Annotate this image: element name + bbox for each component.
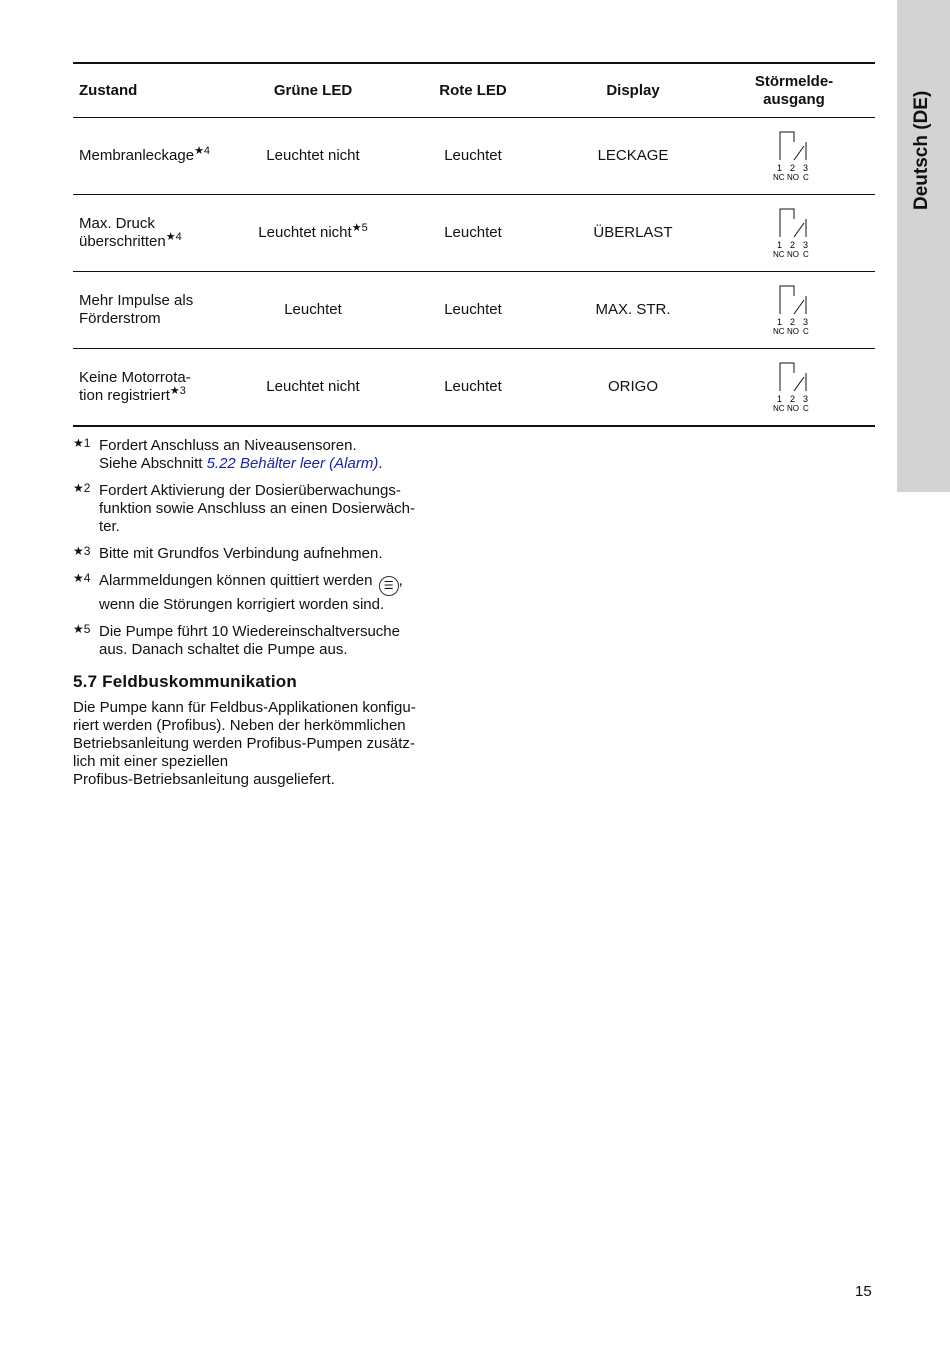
cell-display — [553, 349, 713, 427]
table-row — [73, 118, 875, 195]
footnote-marker: ★3 — [73, 544, 91, 558]
display-text: LECKAGE — [597, 147, 669, 164]
header-stoermelde-line2: ausgang — [763, 90, 825, 108]
cell-gruene-led — [233, 195, 393, 272]
relay-no-label: NO — [787, 173, 799, 182]
cell-rote-led — [393, 272, 553, 349]
footnote-4 — [73, 572, 463, 614]
status-table — [73, 62, 875, 427]
footnote-text: Fordert Aktivierung der Dosierüberwachungs- — [99, 482, 401, 499]
zustand-text: Membranleckage — [79, 147, 195, 164]
rote-led-text: Leuchtet — [444, 147, 502, 164]
section-line: Profibus-Betriebsanleitung ausgeliefert. — [73, 771, 335, 788]
cell-zustand — [73, 272, 233, 349]
relay-nc-label: NC — [773, 173, 785, 182]
relay-terminal-2: 2 — [790, 317, 796, 327]
footnote-text: wenn die Störungen korrigiert worden sind. — [99, 596, 385, 613]
footnote-3 — [73, 545, 463, 563]
footnote-1 — [73, 437, 463, 473]
relay-c-label: C — [803, 173, 809, 182]
cell-stoermeldeausgang — [713, 272, 875, 349]
footnote-ref: ★4 — [194, 145, 211, 157]
footnote-text: Fordert Anschluss an Niveausensoren. — [99, 437, 357, 454]
relay-terminal-2: 2 — [790, 240, 796, 250]
cell-display — [553, 118, 713, 195]
zustand-text-line2: tion registriert — [79, 387, 170, 404]
footnote-marker: ★1 — [73, 436, 91, 450]
table-row — [73, 195, 875, 272]
footnote-text: . — [378, 455, 383, 472]
cell-gruene-led — [233, 272, 393, 349]
relay-nc-label: NC — [773, 327, 785, 336]
footnote-text: ter. — [99, 518, 120, 535]
relay-terminal-2: 2 — [790, 163, 796, 173]
cell-zustand — [73, 349, 233, 427]
footnote-ref: ★4 — [165, 231, 182, 243]
footnote-2 — [73, 482, 463, 536]
cell-stoermeldeausgang — [713, 349, 875, 427]
footnote-marker: ★2 — [73, 481, 91, 495]
header-gruene-led: Grüne LED — [233, 63, 393, 118]
cell-display — [553, 272, 713, 349]
relay-contact-icon — [772, 130, 816, 182]
footnote-ref: ★5 — [351, 222, 368, 234]
header-zustand: Zustand — [73, 63, 233, 118]
footnote-text: Die Pumpe führt 10 Wiedereinschaltversuche — [99, 623, 400, 640]
cell-rote-led — [393, 195, 553, 272]
relay-contact-icon — [772, 284, 816, 336]
cell-stoermeldeausgang — [713, 118, 875, 195]
header-rote-led: Rote LED — [393, 63, 553, 118]
rote-led-text: Leuchtet — [444, 378, 502, 395]
cell-rote-led — [393, 118, 553, 195]
cell-display — [553, 195, 713, 272]
language-tab — [897, 0, 950, 492]
section-line: lich mit einer speziellen — [73, 753, 229, 770]
relay-contact-icon — [772, 361, 816, 413]
table-header-row — [73, 63, 875, 118]
table-row — [73, 272, 875, 349]
section-body — [73, 699, 463, 789]
relay-c-label: C — [803, 327, 809, 336]
relay-terminal-3: 3 — [803, 317, 809, 327]
footnote-text: , — [398, 572, 403, 589]
section-heading: 5.7 Feldbuskommunikation — [73, 672, 297, 691]
relay-terminal-3: 3 — [803, 240, 809, 250]
relay-terminal-3: 3 — [803, 163, 809, 173]
cell-stoermeldeausgang — [713, 195, 875, 272]
gruene-led-text: Leuchtet nicht — [258, 224, 352, 241]
footnote-text: aus. Danach schaltet die Pumpe aus. — [99, 641, 348, 658]
header-stoermeldeausgang — [713, 63, 875, 118]
page-number: 15 — [855, 1283, 872, 1300]
zustand-text-line2: Förderstrom — [79, 310, 161, 327]
section-line: Betriebsanleitung werden Profibus-Pumpen zusätz- — [73, 735, 415, 752]
relay-c-label: C — [803, 404, 809, 413]
rote-led-text: Leuchtet — [444, 301, 502, 318]
relay-nc-label: NC — [773, 404, 785, 413]
footnote-5 — [73, 623, 463, 659]
display-text: ORIGO — [607, 378, 658, 395]
relay-contact-icon — [772, 207, 816, 259]
gruene-led-text: Leuchtet — [284, 301, 342, 318]
section-link[interactable]: 5.22 Behälter leer (Alarm) — [206, 455, 379, 472]
cell-zustand — [73, 195, 233, 272]
relay-terminal-1: 1 — [777, 394, 783, 404]
footnote-marker: ★4 — [73, 571, 91, 585]
relay-terminal-1: 1 — [777, 240, 783, 250]
rote-led-text: Leuchtet — [444, 224, 502, 241]
cell-zustand — [73, 118, 233, 195]
relay-no-label: NO — [787, 327, 799, 336]
footnote-text: Alarmmeldungen können quittiert werden — [99, 572, 373, 589]
relay-c-label: C — [803, 250, 809, 259]
zustand-text: Keine Motorrota- — [79, 369, 191, 386]
display-text: MAX. STR. — [595, 301, 671, 318]
section-line: riert werden (Profibus). Neben der herkömmlichen — [73, 717, 406, 734]
footnote-text: Bitte mit Grundfos Verbindung aufnehmen. — [99, 545, 383, 562]
display-text: ÜBERLAST — [593, 224, 673, 241]
table-row — [73, 349, 875, 427]
zustand-text-line2: überschritten — [79, 233, 166, 250]
cell-rote-led — [393, 349, 553, 427]
zustand-text: Max. Druck — [79, 215, 155, 232]
cell-gruene-led — [233, 349, 393, 427]
gruene-led-text: Leuchtet nicht — [266, 147, 360, 164]
header-display: Display — [553, 63, 713, 118]
alarm-reset-button-icon: ☰ — [379, 576, 399, 596]
relay-no-label: NO — [787, 404, 799, 413]
language-tab-label: Deutsch (DE) — [911, 90, 932, 210]
relay-terminal-1: 1 — [777, 317, 783, 327]
zustand-text: Mehr Impulse als — [79, 292, 194, 309]
footnotes — [73, 437, 463, 668]
gruene-led-text: Leuchtet nicht — [266, 378, 360, 395]
section-line: Die Pumpe kann für Feldbus-Applikationen konfigu- — [73, 699, 416, 716]
header-stoermelde-line1: Störmelde- — [754, 72, 834, 90]
relay-terminal-3: 3 — [803, 394, 809, 404]
footnote-text: Siehe Abschnitt — [99, 455, 207, 472]
cell-gruene-led — [233, 118, 393, 195]
footnote-ref: ★3 — [169, 385, 186, 397]
relay-terminal-1: 1 — [777, 163, 783, 173]
footnote-text: funktion sowie Anschluss an einen Dosierwäch- — [99, 500, 416, 517]
relay-nc-label: NC — [773, 250, 785, 259]
relay-terminal-2: 2 — [790, 394, 796, 404]
relay-no-label: NO — [787, 250, 799, 259]
footnote-marker: ★5 — [73, 622, 91, 636]
